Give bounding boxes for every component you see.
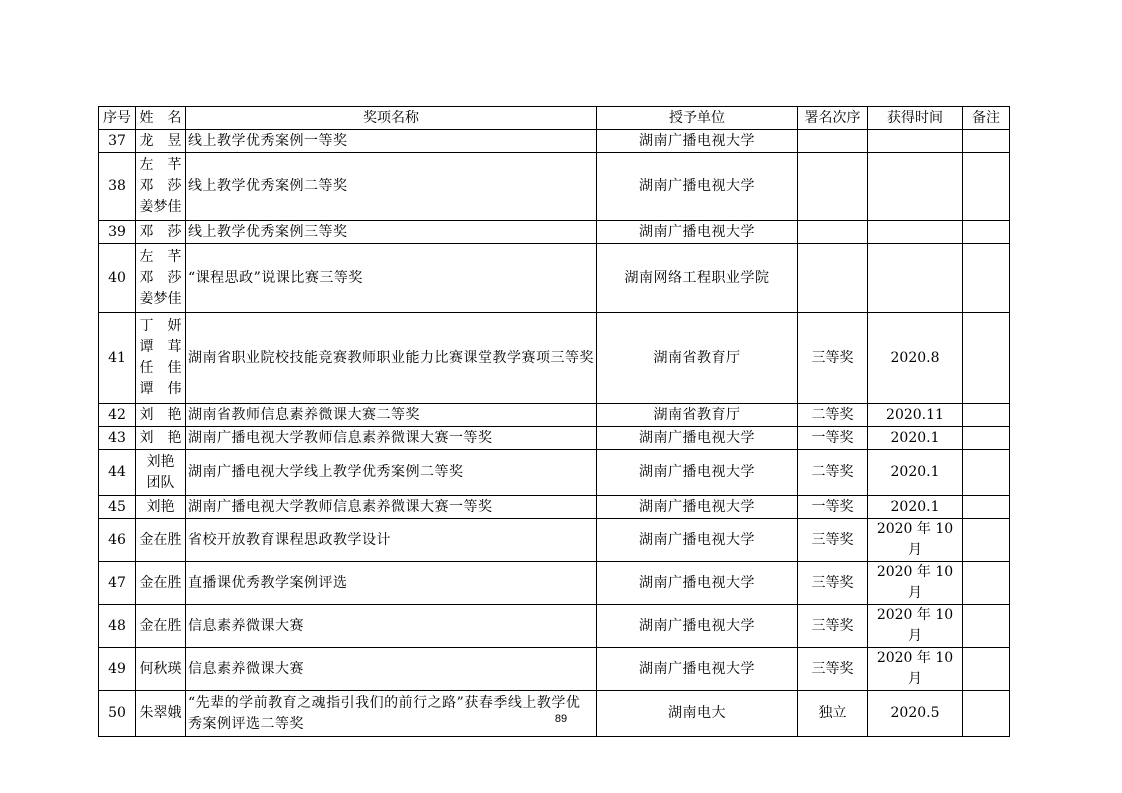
header-time: 获得时间 (868, 107, 963, 130)
row-award: “课程思政”说课比赛三等奖 (186, 244, 597, 313)
row-rank (798, 244, 868, 313)
row-number: 39 (99, 221, 136, 244)
table-row (99, 427, 1010, 450)
header-award: 奖项名称 (186, 107, 597, 130)
person-name: 刘 艳 (139, 429, 182, 446)
person-name: 左 芊 (139, 248, 182, 265)
table-row (99, 648, 1010, 691)
person-name: 姜梦佳 (139, 290, 182, 307)
row-unit: 湖南广播电视大学 (597, 427, 798, 450)
person-name: 邓 莎 (139, 178, 182, 194)
row-rank: 三等奖 (798, 519, 868, 562)
row-rank: 二等奖 (798, 404, 868, 427)
person-name: 朱翠娥 (139, 705, 182, 721)
person-name: 刘艳 (146, 498, 175, 515)
row-time: 2020.8 (868, 313, 963, 404)
row-time: 2020.1 (868, 450, 963, 496)
row-rank: 三等奖 (798, 562, 868, 605)
row-note (963, 562, 1010, 605)
row-time: 2020.11 (868, 404, 963, 427)
row-unit: 湖南广播电视大学 (597, 496, 798, 519)
row-time: 2020.5 (868, 691, 963, 737)
row-unit: 湖南广播电视大学 (597, 648, 798, 691)
person-name: 团队 (146, 474, 175, 491)
row-unit: 湖南广播电视大学 (597, 562, 798, 605)
row-rank (798, 221, 868, 244)
row-time (868, 153, 963, 221)
person-name: 邓 莎 (139, 223, 182, 240)
row-time: 2020 年 10 月 (868, 562, 963, 605)
row-number: 46 (99, 519, 136, 562)
row-award: 线上教学优秀案例一等奖 (186, 130, 597, 153)
row-rank: 二等奖 (798, 450, 868, 496)
row-note (963, 221, 1010, 244)
row-award: 湖南省职业院校技能竞赛教师职业能力比赛课堂教学赛项三等奖 (186, 313, 597, 404)
row-rank: 三等奖 (798, 648, 868, 691)
row-names (136, 313, 186, 404)
row-note (963, 648, 1010, 691)
person-name: 丁 妍 (139, 318, 182, 334)
row-names (136, 221, 186, 244)
row-rank: 一等奖 (798, 427, 868, 450)
row-names (136, 450, 186, 496)
header-name: 姓 名 (136, 107, 186, 130)
table-row (99, 562, 1010, 605)
row-time: 2020.1 (868, 427, 963, 450)
row-award: 省校开放教育课程思政教学设计 (186, 519, 597, 562)
person-name: 刘艳 (146, 453, 175, 470)
table-body (99, 130, 1010, 737)
table-row (99, 496, 1010, 519)
row-unit: 湖南广播电视大学 (597, 605, 798, 648)
row-unit: 湖南广播电视大学 (597, 450, 798, 496)
row-unit: 湖南广播电视大学 (597, 153, 798, 221)
row-number: 43 (99, 427, 136, 450)
table-row (99, 313, 1010, 404)
row-number: 44 (99, 450, 136, 496)
row-award: 线上教学优秀案例二等奖 (186, 153, 597, 221)
row-award: “先辈的学前教育之魂指引我们的前行之路”获春季线上教学优秀案例评选二等奖 (186, 691, 597, 737)
row-names (136, 648, 186, 691)
row-award: 信息素养微课大赛 (186, 648, 597, 691)
row-note (963, 427, 1010, 450)
row-unit: 湖南广播电视大学 (597, 221, 798, 244)
row-note (963, 130, 1010, 153)
person-name: 邓 莎 (139, 269, 182, 286)
row-time: 2020 年 10 月 (868, 648, 963, 691)
row-names (136, 130, 186, 153)
person-name: 金在胜 (139, 531, 182, 548)
row-note (963, 519, 1010, 562)
person-name: 金在胜 (139, 617, 182, 634)
person-name: 刘 艳 (139, 406, 182, 423)
row-unit: 湖南电大 (597, 691, 798, 737)
table-header-row (99, 107, 1010, 130)
row-time (868, 221, 963, 244)
row-rank (798, 130, 868, 153)
row-names (136, 244, 186, 313)
person-name: 何秋瑛 (139, 660, 182, 677)
row-number: 49 (99, 648, 136, 691)
table-row (99, 130, 1010, 153)
header-no: 序号 (99, 107, 136, 130)
row-rank: 三等奖 (798, 605, 868, 648)
row-note (963, 450, 1010, 496)
page-number: 89 (554, 713, 568, 725)
row-number: 41 (99, 313, 136, 404)
row-time: 2020 年 10 月 (868, 519, 963, 562)
row-names (136, 404, 186, 427)
person-name: 左 芊 (139, 157, 182, 173)
person-name: 谭 茸 (139, 339, 182, 355)
row-names (136, 562, 186, 605)
row-number: 38 (99, 153, 136, 221)
row-number: 45 (99, 496, 136, 519)
row-note (963, 313, 1010, 404)
row-number: 50 (99, 691, 136, 737)
row-rank: 三等奖 (798, 313, 868, 404)
row-time (868, 244, 963, 313)
row-names (136, 519, 186, 562)
table-row (99, 450, 1010, 496)
row-time (868, 130, 963, 153)
row-number: 40 (99, 244, 136, 313)
row-note (963, 153, 1010, 221)
row-number: 37 (99, 130, 136, 153)
row-number: 42 (99, 404, 136, 427)
table-row (99, 244, 1010, 313)
row-names (136, 427, 186, 450)
row-unit: 湖南省教育厅 (597, 404, 798, 427)
header-unit: 授予单位 (597, 107, 798, 130)
header-note: 备注 (963, 107, 1010, 130)
row-award: 湖南广播电视大学教师信息素养微课大赛一等奖 (186, 427, 597, 450)
table-row (99, 404, 1010, 427)
row-award: 湖南广播电视大学教师信息素养微课大赛一等奖 (186, 496, 597, 519)
row-rank: 独立 (798, 691, 868, 737)
row-unit: 湖南省教育厅 (597, 313, 798, 404)
table-row (99, 221, 1010, 244)
row-names (136, 605, 186, 648)
table-row (99, 519, 1010, 562)
row-unit: 湖南网络工程职业学院 (597, 244, 798, 313)
row-note (963, 496, 1010, 519)
person-name: 谭 伟 (139, 381, 182, 397)
awards-table (98, 106, 1010, 737)
header-rank: 署名次序 (798, 107, 868, 130)
row-note (963, 244, 1010, 313)
row-number: 47 (99, 562, 136, 605)
row-time: 2020 年 10 月 (868, 605, 963, 648)
row-unit: 湖南广播电视大学 (597, 519, 798, 562)
row-number: 48 (99, 605, 136, 648)
person-name: 任 佳 (139, 360, 182, 376)
table-row (99, 153, 1010, 221)
row-names (136, 496, 186, 519)
table-row (99, 605, 1010, 648)
row-award: 湖南广播电视大学线上教学优秀案例二等奖 (186, 450, 597, 496)
row-award: 信息素养微课大赛 (186, 605, 597, 648)
person-name: 龙 昱 (139, 132, 182, 149)
row-names (136, 153, 186, 221)
row-award: 湖南省教师信息素养微课大赛二等奖 (186, 404, 597, 427)
row-award: 直播课优秀教学案例评选 (186, 562, 597, 605)
person-name: 金在胜 (139, 574, 182, 591)
row-rank: 一等奖 (798, 496, 868, 519)
person-name: 姜梦佳 (139, 199, 182, 215)
row-rank (798, 153, 868, 221)
row-time: 2020.1 (868, 496, 963, 519)
row-note (963, 404, 1010, 427)
row-note (963, 605, 1010, 648)
row-award: 线上教学优秀案例三等奖 (186, 221, 597, 244)
row-unit: 湖南广播电视大学 (597, 130, 798, 153)
